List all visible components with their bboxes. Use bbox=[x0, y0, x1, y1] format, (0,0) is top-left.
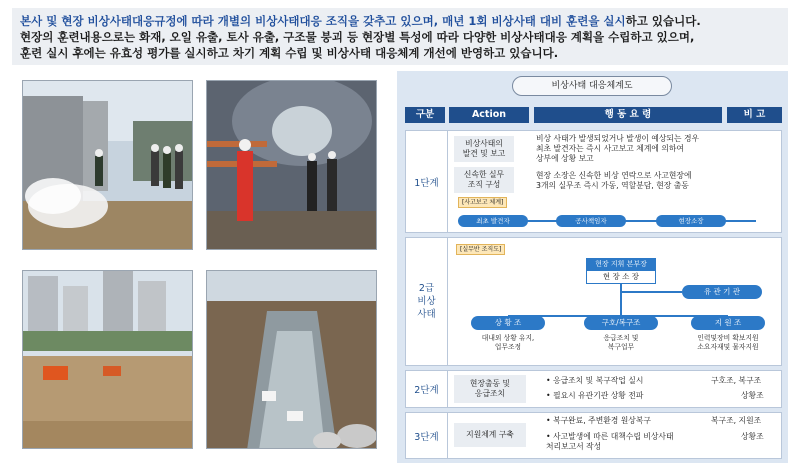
stage-2-item-1-text: 응급조치 및 복구작업 실시 bbox=[553, 376, 644, 385]
stage-1-action-1-text: 비상사태의 발견 및 보고 bbox=[462, 139, 506, 158]
org-chart-tag: [실무반 조직도] bbox=[456, 244, 505, 255]
intro-line-2: 현장의 훈련내용으로는 화재, 오일 유출, 토사 유출, 구조물 붕괴 등 현장별 특성에 따라 다양한 비상사태대응 계획을 수립하고 있으며, bbox=[20, 30, 695, 44]
stage-2-action-text: 현장출동 및 응급조치 bbox=[469, 379, 511, 398]
stage-1-label: 1단계 bbox=[406, 131, 448, 232]
org-agency: 유 관 기 관 bbox=[682, 285, 762, 299]
photo-earthwork-drill bbox=[22, 270, 193, 449]
stage-2-action bbox=[454, 375, 526, 403]
flow-site-supervisor: 공사책임자 bbox=[556, 215, 626, 227]
photo-tunnel-drill bbox=[206, 80, 377, 250]
stage-emergency-label-text: 2급 비상 사태 bbox=[417, 283, 436, 320]
stage-1-action-1 bbox=[454, 136, 514, 162]
diagram-title: 비상사태 대응체계도 bbox=[512, 76, 672, 96]
stage-3-label: 3단계 bbox=[406, 413, 448, 458]
stage-3-item-2: • 사고발생에 따른 대책수립 비상사태 처리보고서 작성 bbox=[546, 432, 674, 451]
stage-2-box bbox=[405, 370, 782, 408]
intro-line-1-tail: 하고 있습니다. bbox=[625, 14, 701, 28]
org-agency-line bbox=[622, 291, 682, 293]
team-rescue: 구호/복구조 bbox=[584, 316, 658, 330]
header-note: 비 고 bbox=[727, 107, 782, 123]
header-procedure: 행 동 요 령 bbox=[534, 107, 722, 123]
stage-1-action-2-text: 신속한 실무 조직 구성 bbox=[463, 170, 505, 189]
header-stage: 구분 bbox=[405, 107, 445, 123]
stage-3-box bbox=[405, 412, 782, 459]
team-support: 지 원 조 bbox=[691, 316, 765, 330]
stage-3-item-1: • 복구완료, 주변환경 원상복구 bbox=[546, 416, 651, 425]
stage-3-item-1-text: 복구완료, 주변환경 원상복구 bbox=[553, 416, 651, 425]
flow-first-finder: 최초 발견자 bbox=[458, 215, 528, 227]
stage-emergency-label bbox=[406, 238, 448, 365]
intro-text-box bbox=[12, 8, 788, 65]
header-action: Action bbox=[449, 107, 529, 123]
stage-2-item-1: • 응급조치 및 복구작업 실시 bbox=[546, 376, 644, 385]
flow-site-manager: 현장소장 bbox=[656, 215, 726, 227]
stage-2-note-1: 구호조, 복구조 bbox=[711, 376, 762, 385]
photo-fire-drill bbox=[22, 80, 193, 250]
stage-2-item-2: • 필요시 유관기관 상황 전파 bbox=[546, 391, 644, 400]
stage-3-item-2-text: 사고발생에 따른 대책수립 비상사태 처리보고서 작성 bbox=[546, 432, 674, 451]
stage-1-procedure-1: 비상 사태가 발생되었거나 발생이 예상되는 경우 최초 발견자는 즉시 사고보고 체계에 의하여 상부에 상황 보고 bbox=[536, 134, 700, 163]
intro-line-3: 훈련 실시 후에는 유효성 평가를 실시하고 차기 계획 수립 및 비상사태 대응체계 개선에 반영하고 있습니다. bbox=[20, 46, 559, 60]
team-support-desc: 인력및장비 확보지원 소요자재및 물자지원 bbox=[697, 334, 759, 351]
stage-2-note-2: 상황조 bbox=[741, 391, 764, 400]
team-situation: 상 황 조 bbox=[471, 316, 545, 330]
team-situation-desc: 대내외 상황 유지, 업무조정 bbox=[481, 334, 535, 351]
stage-1-action-2 bbox=[454, 167, 514, 193]
stage-1-box bbox=[405, 130, 782, 233]
stage-1-procedure-2: 현장 소장은 신속한 비상 연락으로 사고현장에 3개의 실무조 즉시 가동, 역할분담, 현장 출동 bbox=[536, 171, 692, 190]
emergency-response-diagram bbox=[397, 71, 788, 463]
intro-line-1-highlight: 본사 및 현장 비상사태대응규정에 따라 개별의 비상사태대응 조직을 갖추고 있으며, 매년 1회 비상사태 대비 훈련을 실시 bbox=[20, 14, 626, 28]
org-hq: 현장 지휘 본부장 bbox=[586, 258, 656, 270]
photo-oil-spill-drill bbox=[206, 270, 377, 449]
stage-2-label: 2단계 bbox=[406, 371, 448, 407]
stage-1-tag: [사고보고 체계] bbox=[458, 197, 507, 208]
org-vertical-line bbox=[620, 284, 622, 316]
stage-3-note-1: 복구조, 지원조 bbox=[711, 416, 762, 425]
org-site-manager: 현 장 소 장 bbox=[586, 270, 656, 284]
intro-line-1 bbox=[20, 13, 780, 29]
stage-2-item-2-text: 필요시 유관기관 상황 전파 bbox=[553, 391, 644, 400]
stage-3-action: 지원체계 구축 bbox=[454, 423, 526, 447]
team-rescue-desc: 응급조치 및 복구업무 bbox=[603, 334, 639, 351]
stage-emergency-box bbox=[405, 237, 782, 366]
stage-3-note-2: 상황조 bbox=[741, 432, 764, 441]
